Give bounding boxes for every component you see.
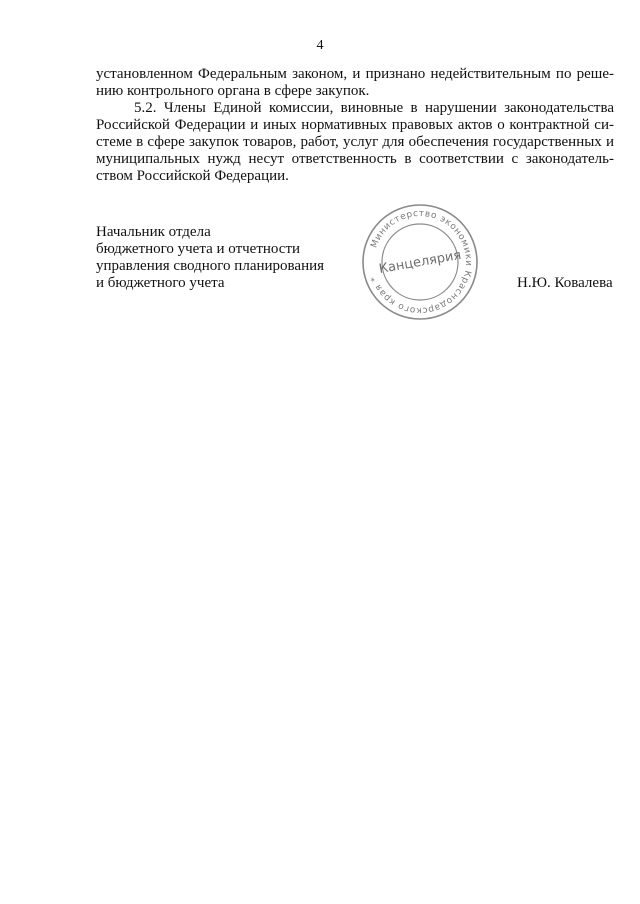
paragraph-5-2: 5.2. Члены Единой комиссии, виновные в нарушении законодательства Российской Федерации и иных нормативных правовых актов о контрактной системе в сфере закупок товаров, работ, услуг для обеспечения государственных и муниципальных нужд несут ответственность в соответствии с законодательством Российской Федерации.	[96, 100, 614, 184]
office-stamp	[360, 202, 480, 322]
stamp-ring-text: Министерство экономики Краснодарского края *	[369, 208, 474, 316]
signer-name: Н.Ю. Ковалева	[517, 275, 613, 291]
page-number: 4	[316, 38, 324, 53]
stamp-center-text: Канцелярия	[377, 247, 463, 278]
signature-title-line: бюджетного учета и отчетности	[96, 241, 301, 257]
signature-title-line: управления сводного планирования	[96, 258, 325, 274]
signature-title	[96, 224, 324, 292]
paragraph-continuation: установленном Федеральным законом, и признано недействительным по решению контрольного органа в сфере закупок.	[96, 66, 614, 99]
signature-title-line: Начальник отдела	[96, 224, 211, 240]
signature-title-line: и бюджетного учета	[96, 275, 225, 291]
body-text	[96, 66, 614, 185]
